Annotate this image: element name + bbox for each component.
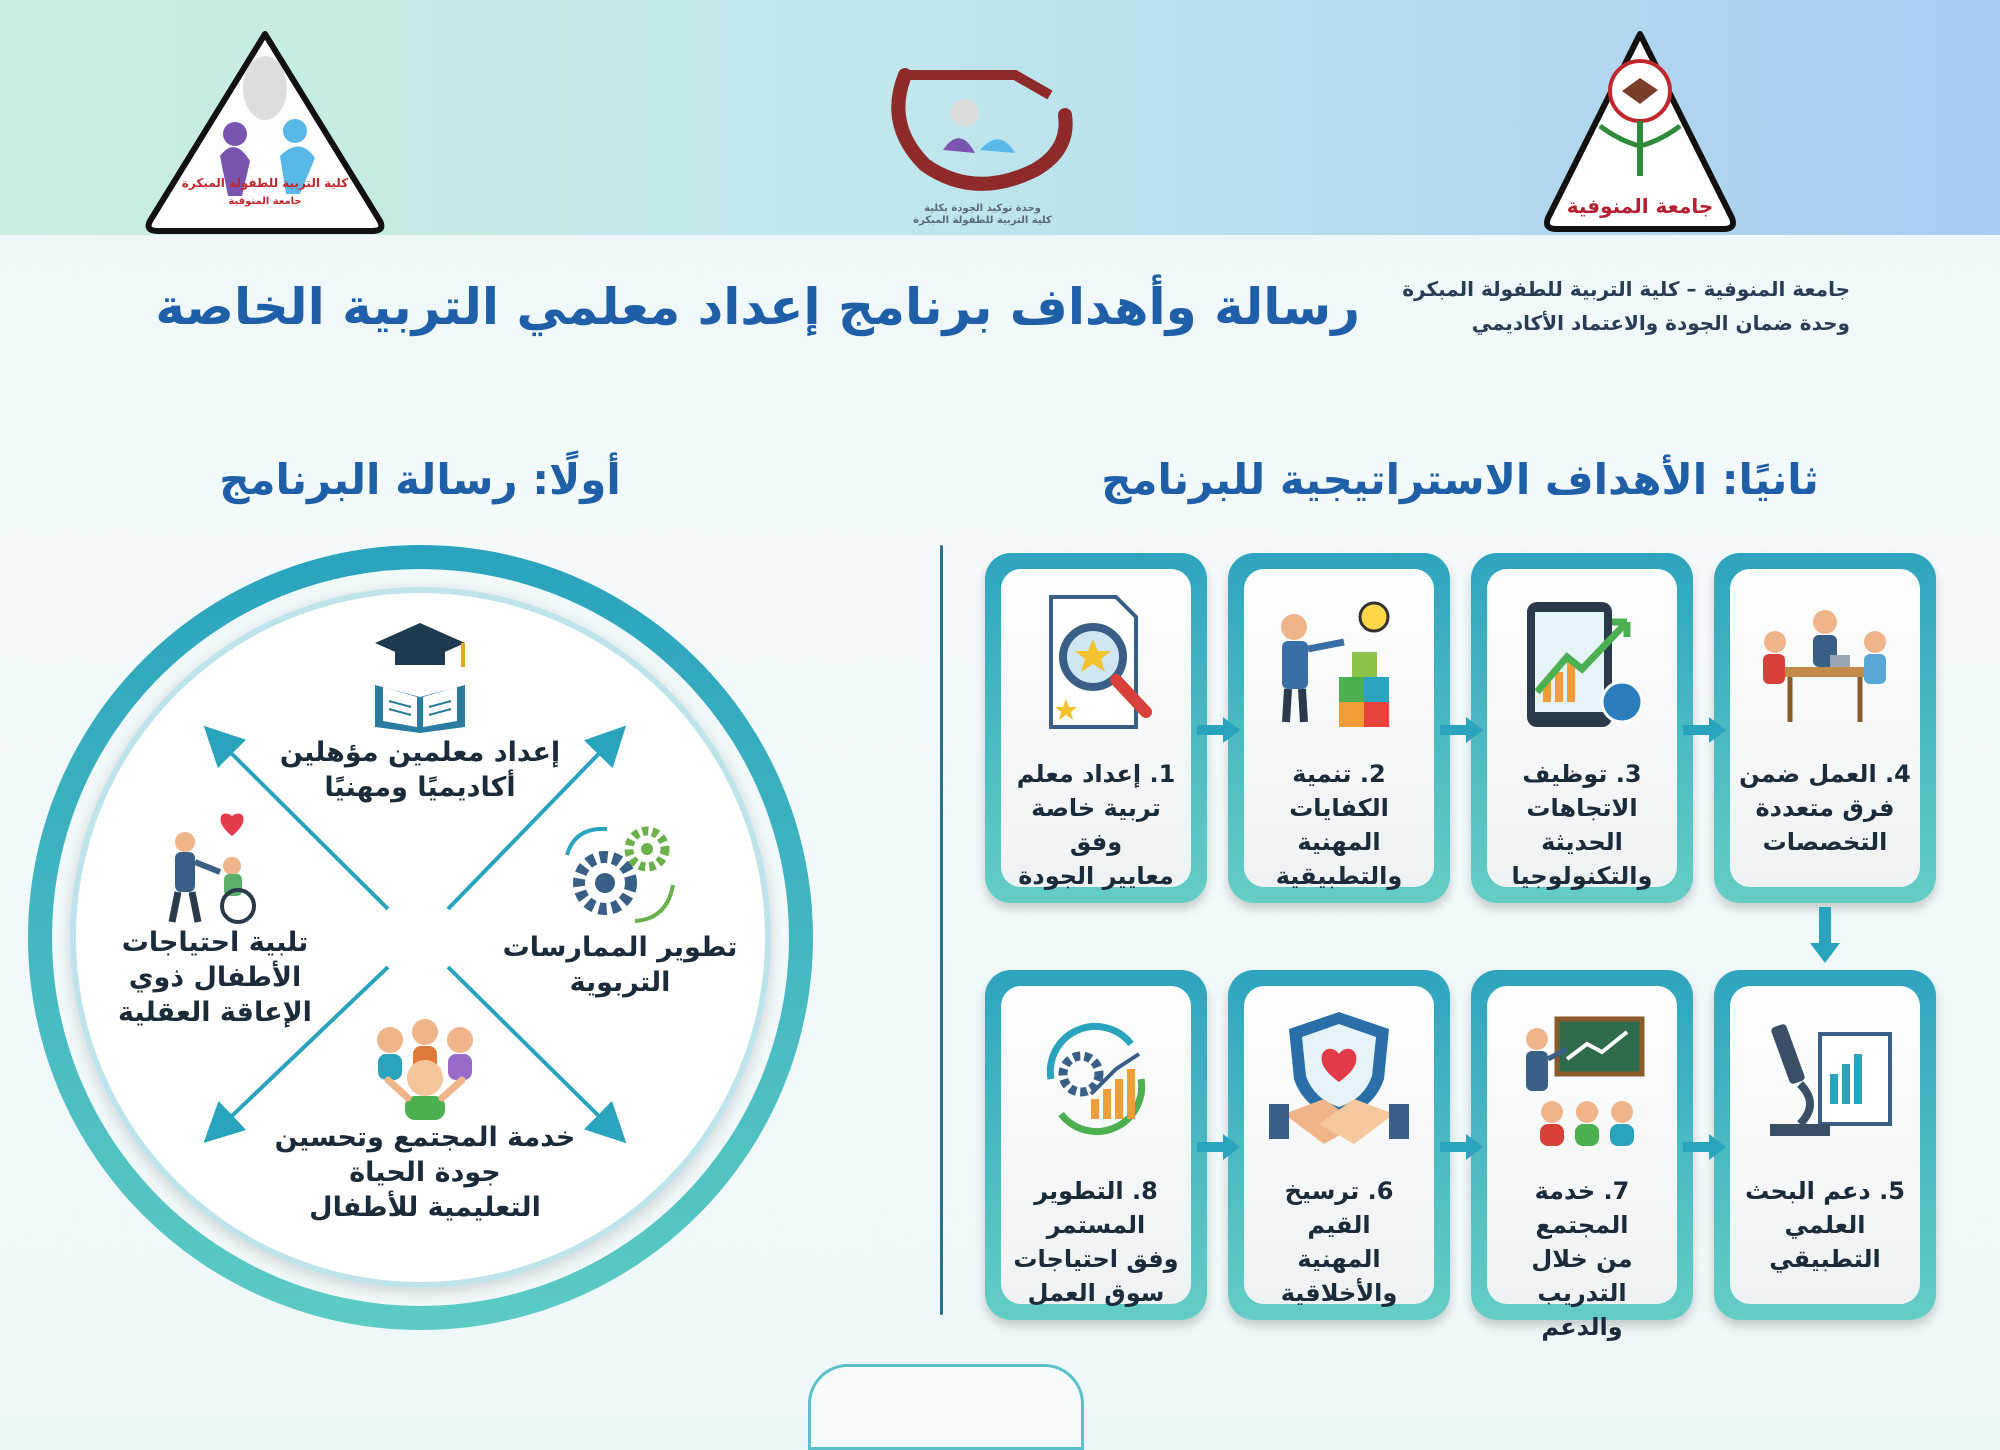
mission-section-title: أولًا: رسالة البرنامج xyxy=(219,455,621,504)
teacher-blocks-icon xyxy=(1264,587,1414,737)
logo-center-subcaption: كلية التربية للطفولة المبكرة xyxy=(913,215,1052,226)
mission-label: أكاديميًا ومهنيًا xyxy=(324,772,516,803)
goal-card-2 xyxy=(1228,553,1450,903)
tablet-growth-icon xyxy=(1507,587,1657,737)
logo-center-caption: وحدة توكيد الجودة بكلية xyxy=(924,203,1041,214)
mission-label: التعليمية للأطفال xyxy=(309,1192,541,1223)
graduation-book-icon xyxy=(250,615,590,735)
shield-handshake-icon xyxy=(1264,1004,1414,1154)
goal-label: 2. تنمية الكفايات المهنية والتطبيقية xyxy=(1275,760,1403,890)
flow-arrow-icon xyxy=(1195,715,1245,745)
bottom-tab xyxy=(808,1364,1084,1450)
flow-arrow-icon xyxy=(1195,1132,1245,1162)
goal-card-8 xyxy=(985,970,1207,1320)
section-divider xyxy=(940,545,943,1315)
presentation-audience-icon xyxy=(1507,1004,1657,1154)
children-group-icon xyxy=(260,1010,590,1120)
mission-label: التربوية xyxy=(569,967,671,998)
flow-arrow-icon xyxy=(1438,715,1488,745)
mission-item-develop-practices xyxy=(495,815,745,1000)
mission-label: إعداد معلمين مؤهلين xyxy=(279,737,561,768)
goal-card-4 xyxy=(1714,553,1936,903)
microscope-report-icon xyxy=(1750,1004,1900,1154)
gears-cycle-icon xyxy=(495,815,745,930)
mission-label: الأطفال ذوي xyxy=(128,962,302,993)
institution-line: جامعة المنوفية – كلية التربية للطفولة المبكرة xyxy=(1402,277,1850,301)
logo-left-caption: كلية التربية للطفولة المبكرة xyxy=(181,176,349,190)
institution-info xyxy=(1310,272,1850,340)
goal-card-6 xyxy=(1228,970,1450,1320)
goal-label: 4. العمل ضمن فرق متعددة التخصصات xyxy=(1739,760,1911,856)
goals-section-title: ثانيًا: الأهداف الاستراتيجية للبرنامج xyxy=(1101,455,1819,504)
mission-label: جودة الحياة xyxy=(349,1157,501,1188)
gear-chart-cycle-icon xyxy=(1021,1004,1171,1154)
mission-label: الإعاقة العقلية xyxy=(118,997,312,1028)
faculty-logo xyxy=(140,26,390,236)
goal-label: 5. دعم البحث العلمي التطبيقي xyxy=(1745,1177,1905,1273)
logo-left-subcaption: جامعة المنوفية xyxy=(228,196,302,207)
goal-card-7 xyxy=(1471,970,1693,1341)
goal-card-3 xyxy=(1471,553,1693,903)
institution-line: وحدة ضمان الجودة والاعتماد الأكاديمي xyxy=(1471,311,1850,335)
university-logo xyxy=(1540,26,1740,236)
mission-item-community-service xyxy=(260,1010,590,1225)
goal-card-1 xyxy=(985,553,1207,903)
goal-label: 3. توظيف الاتجاهات الحديثة والتكنولوجيا xyxy=(1511,760,1653,890)
flow-arrow-icon xyxy=(1681,715,1731,745)
flow-arrow-icon xyxy=(1681,1132,1731,1162)
flow-arrow-icon xyxy=(1438,1132,1488,1162)
mission-label: تطوير الممارسات xyxy=(502,932,738,963)
page-title: رسالة وأهداف برنامج إعداد معلمي التربية الخاصة xyxy=(155,278,1360,336)
quality-unit-logo xyxy=(865,55,1100,230)
flow-arrow-down-icon xyxy=(1808,905,1842,965)
caregiver-wheelchair-icon xyxy=(100,810,330,925)
goal-label: 1. إعداد معلم تربية خاصة وفق معايير الجودة xyxy=(1016,760,1176,890)
goal-card-5 xyxy=(1714,970,1936,1320)
goal-label: 7. خدمة المجتمع من خلال التدريب والدعم xyxy=(1531,1177,1633,1341)
logo-right-caption: جامعة المنوفية xyxy=(1566,194,1714,218)
mission-item-prepare-teachers xyxy=(250,615,590,805)
mission-item-special-needs xyxy=(100,810,330,1030)
goal-label: 8. التطوير المستمر وفق احتياجات سوق العمل xyxy=(1013,1177,1179,1307)
team-meeting-icon xyxy=(1750,587,1900,737)
mission-label: تلبية احتياجات xyxy=(121,927,309,958)
mission-label: خدمة المجتمع وتحسين xyxy=(274,1122,576,1153)
document-magnifier-icon xyxy=(1021,587,1171,737)
goal-label: 6. ترسيخ القيم المهنية والأخلاقية xyxy=(1280,1177,1398,1307)
